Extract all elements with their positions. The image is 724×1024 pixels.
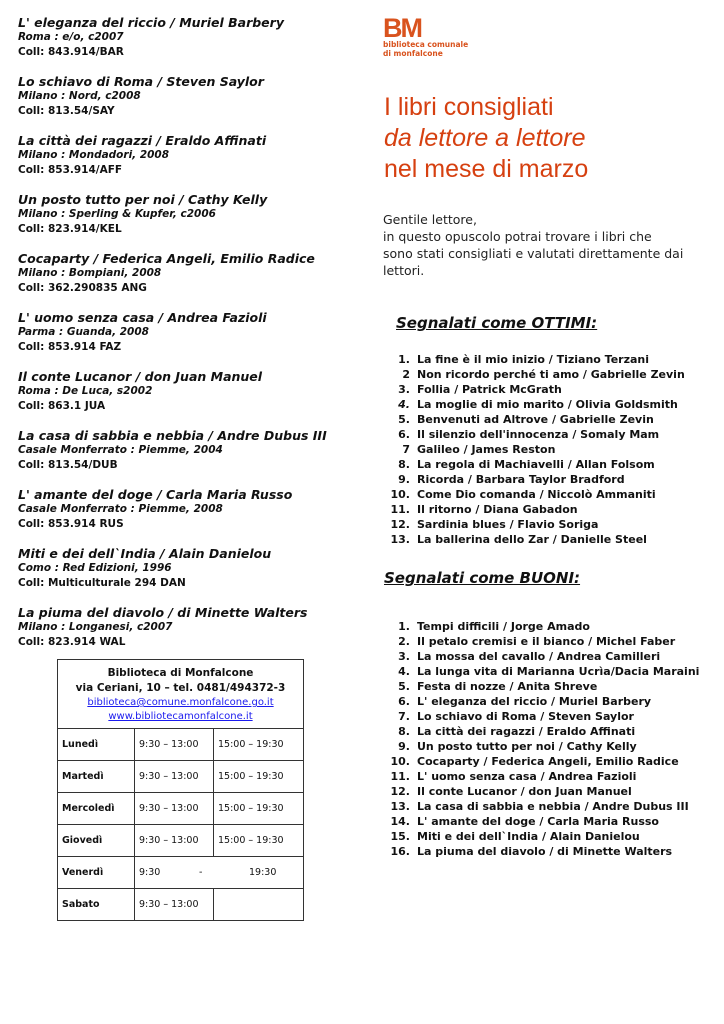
item-text: La fine è il mio inizio / Tiziano Terzani — [417, 353, 650, 366]
library-website-link[interactable]: www.bibliotecamonfalcone.it — [108, 711, 253, 722]
book-publisher: Parma : Guanda, 2008 — [18, 326, 149, 338]
hours-row — [58, 793, 303, 825]
item-text: Il ritorno / Diana Gabadon — [417, 503, 578, 516]
item-number: 9. — [398, 473, 410, 486]
list-item — [388, 397, 685, 412]
list-item — [388, 532, 685, 547]
book-title: L' amante del doge / Carla Maria Russo — [18, 487, 293, 502]
book-entry — [18, 546, 338, 591]
book-catalog — [18, 15, 338, 664]
book-entry — [18, 192, 338, 237]
page-title — [384, 92, 588, 185]
book-entry — [18, 369, 338, 414]
logo-text-line1: biblioteca comunale — [383, 40, 469, 49]
list-item — [388, 457, 685, 472]
book-publisher: Como : Red Edizioni, 1996 — [18, 562, 172, 574]
book-title: Il conte Lucanor / don Juan Manuel — [18, 369, 263, 384]
list-item — [388, 784, 699, 799]
item-number: 2. — [398, 635, 410, 648]
item-number: 3. — [398, 650, 410, 663]
book-title: La città dei ragazzi / Eraldo Affinati — [18, 133, 267, 148]
list-item — [388, 502, 685, 517]
item-number: 7. — [398, 710, 410, 723]
item-text: Galileo / James Reston — [417, 443, 556, 456]
book-publisher: Casale Monferrato : Piemme, 2004 — [18, 444, 223, 456]
section-heading-buoni: Segnalati come BUONI: — [384, 569, 581, 587]
book-title: L' eleganza del riccio / Muriel Barbery — [18, 15, 284, 30]
logo-mark: BM — [383, 13, 421, 43]
library-address: via Ceriani, 10 – tel. 0481/494372-3 — [75, 682, 286, 694]
hours-morning: 9:30 – 13:00 — [135, 825, 214, 857]
hours-to: 19:30 — [249, 867, 277, 878]
book-collocation: Coll: 823.914/KEL — [18, 223, 122, 235]
hours-morning: 9:30 – 13:00 — [135, 889, 214, 921]
intro-line: in questo opuscolo potrai trovare i libri che — [383, 229, 652, 244]
item-number: 5. — [398, 413, 410, 426]
ottimi-list — [388, 352, 685, 547]
item-text: La mossa del cavallo / Andrea Camilleri — [417, 650, 661, 663]
title-line: da lettore a lettore — [384, 124, 586, 152]
book-entry — [18, 74, 338, 119]
hours-row — [58, 729, 303, 761]
book-entry — [18, 310, 338, 355]
list-item — [388, 829, 699, 844]
book-collocation: Coll: Multiculturale 294 DAN — [18, 577, 186, 589]
library-contact — [58, 660, 303, 729]
item-number: 1. — [398, 353, 410, 366]
book-title: Un posto tutto per noi / Cathy Kelly — [18, 192, 268, 207]
book-publisher: Milano : Longanesi, c2007 — [18, 621, 173, 633]
item-number: 8. — [398, 725, 410, 738]
hours-day: Lunedì — [58, 729, 135, 761]
item-text: Tempi difficili / Jorge Amado — [417, 620, 590, 633]
item-number: 13. — [390, 800, 410, 813]
hours-day: Mercoledì — [58, 793, 135, 825]
item-number: 7 — [402, 443, 410, 456]
item-text: Come Dio comanda / Niccolò Ammaniti — [417, 488, 656, 501]
book-publisher: Roma : De Luca, s2002 — [18, 385, 153, 397]
list-item — [388, 649, 699, 664]
list-item — [388, 472, 685, 487]
item-number: 1. — [398, 620, 410, 633]
list-item — [388, 352, 685, 367]
list-item — [388, 724, 699, 739]
item-text: Lo schiavo di Roma / Steven Saylor — [417, 710, 634, 723]
item-number: 13. — [390, 533, 410, 546]
item-text: L' uomo senza casa / Andrea Fazioli — [417, 770, 637, 783]
book-collocation: Coll: 813.54/DUB — [18, 459, 118, 471]
list-item — [388, 739, 699, 754]
section-heading-ottimi: Segnalati come OTTIMI: — [396, 314, 598, 332]
intro-line: lettori. — [383, 263, 425, 278]
library-name: Biblioteca di Monfalcone — [107, 667, 254, 679]
list-item — [388, 799, 699, 814]
hours-morning: 9:30 – 13:00 — [135, 761, 214, 793]
hours-afternoon: 15:00 – 19:30 — [218, 739, 284, 750]
item-text: Miti e dei dell`India / Alain Danielou — [417, 830, 640, 843]
item-text: Il conte Lucanor / don Juan Manuel — [417, 785, 632, 798]
book-publisher: Milano : Mondadori, 2008 — [18, 149, 170, 161]
item-number: 12. — [390, 785, 410, 798]
hours-row — [58, 761, 303, 793]
book-title: Miti e dei dell`India / Alain Danielou — [18, 546, 272, 561]
list-item — [388, 382, 685, 397]
item-text: Ricorda / Barbara Taylor Bradford — [417, 473, 625, 486]
book-publisher: Roma : e/o, c2007 — [18, 31, 124, 43]
book-title: La casa di sabbia e nebbia / Andre Dubus III — [18, 428, 327, 443]
item-number: 3. — [398, 383, 410, 396]
hours-afternoon: 15:00 – 19:30 — [214, 793, 304, 825]
item-number: 8. — [398, 458, 410, 471]
book-collocation: Coll: 813.54/SAY — [18, 105, 115, 117]
item-number: 4. — [398, 665, 410, 678]
list-item — [388, 427, 685, 442]
item-number: 10. — [390, 488, 410, 501]
hours-afternoon — [214, 889, 304, 921]
item-number: 15. — [390, 830, 410, 843]
hours-day: Venerdì — [58, 857, 135, 889]
book-collocation: Coll: 853.914 RUS — [18, 518, 124, 530]
intro-paragraph — [383, 211, 703, 279]
list-item — [388, 769, 699, 784]
hours-morning: 9:30 – 13:00 — [135, 729, 214, 761]
item-text: La casa di sabbia e nebbia / Andre Dubus III — [417, 800, 689, 813]
list-item — [388, 412, 685, 427]
library-email-link[interactable]: biblioteca@comune.monfalcone.go.it — [87, 697, 274, 708]
hours-afternoon: 15:00 – 19:30 — [214, 761, 304, 793]
item-number: 9. — [398, 740, 410, 753]
item-number: 14. — [390, 815, 410, 828]
hours-row — [58, 857, 303, 889]
book-publisher: Milano : Bompiani, 2008 — [18, 267, 162, 279]
hours-separator: - — [199, 867, 203, 878]
book-collocation: Coll: 362.290835 ANG — [18, 282, 147, 294]
item-number: 6. — [398, 695, 410, 708]
list-item — [388, 694, 699, 709]
item-number: 11. — [390, 770, 410, 783]
item-text: La moglie di mio marito / Olivia Goldsmith — [417, 398, 678, 411]
book-title: La piuma del diavolo / di Minette Walters — [18, 605, 308, 620]
list-item — [388, 442, 685, 457]
item-number: 5. — [398, 680, 410, 693]
library-info-box — [57, 659, 304, 921]
book-publisher: Milano : Sperling & Kupfer, c2006 — [18, 208, 216, 220]
list-item — [388, 814, 699, 829]
item-text: La lunga vita di Marianna Ucrìa/Dacia Maraini — [417, 665, 700, 678]
item-text: La ballerina dello Zar / Danielle Steel — [417, 533, 647, 546]
item-text: Cocaparty / Federica Angeli, Emilio Radice — [417, 755, 679, 768]
list-item — [388, 754, 699, 769]
item-text: La regola di Machiavelli / Allan Folsom — [417, 458, 655, 471]
title-line: nel mese di marzo — [384, 155, 589, 183]
book-collocation: Coll: 853.914 FAZ — [18, 341, 122, 353]
book-entry — [18, 15, 338, 60]
book-collocation: Coll: 843.914/BAR — [18, 46, 124, 58]
intro-line: Gentile lettore, — [383, 212, 477, 227]
library-logo — [383, 13, 469, 58]
item-text: L' eleganza del riccio / Muriel Barbery — [417, 695, 652, 708]
hours-day: Martedì — [58, 761, 135, 793]
item-text: Festa di nozze / Anita Shreve — [417, 680, 598, 693]
buoni-list — [388, 619, 699, 859]
item-text: Un posto tutto per noi / Cathy Kelly — [417, 740, 637, 753]
item-number: 4. — [398, 398, 410, 411]
list-item — [388, 517, 685, 532]
book-entry — [18, 251, 338, 296]
hours-row — [58, 889, 303, 921]
book-collocation: Coll: 863.1 JUA — [18, 400, 106, 412]
book-entry — [18, 133, 338, 178]
book-title: L' uomo senza casa / Andrea Fazioli — [18, 310, 267, 325]
hours-afternoon: 15:00 – 19:30 — [214, 825, 304, 857]
item-number: 2 — [402, 368, 410, 381]
list-item — [388, 844, 699, 859]
list-item — [388, 634, 699, 649]
book-entry — [18, 605, 338, 650]
opening-hours-table — [58, 729, 303, 920]
list-item — [388, 619, 699, 634]
item-number: 11. — [390, 503, 410, 516]
item-text: L' amante del doge / Carla Maria Russo — [417, 815, 659, 828]
item-text: La città dei ragazzi / Eraldo Affinati — [417, 725, 636, 738]
item-text: Non ricordo perché ti amo / Gabrielle Zevin — [417, 368, 685, 381]
book-title: Cocaparty / Federica Angeli, Emilio Radice — [18, 251, 315, 266]
intro-line: sono stati consigliati e valutati direttamente dai — [383, 246, 684, 261]
hours-continuous — [135, 857, 304, 889]
title-line: I libri consigliati — [384, 93, 554, 121]
list-item — [388, 367, 685, 382]
list-item — [388, 679, 699, 694]
list-item — [388, 487, 685, 502]
list-item — [388, 709, 699, 724]
hours-morning: 9:30 – 13:00 — [135, 793, 214, 825]
item-text: Sardinia blues / Flavio Soriga — [417, 518, 599, 531]
book-publisher: Casale Monferrato : Piemme, 2008 — [18, 503, 223, 515]
item-number: 12. — [390, 518, 410, 531]
item-text: Follia / Patrick McGrath — [417, 383, 562, 396]
book-title: Lo schiavo di Roma / Steven Saylor — [18, 74, 264, 89]
item-text: Il silenzio dell'innocenza / Somaly Mam — [417, 428, 660, 441]
item-number: 10. — [390, 755, 410, 768]
book-entry — [18, 428, 338, 473]
item-text: Il petalo cremisi e il bianco / Michel Faber — [417, 635, 676, 648]
list-item — [388, 664, 699, 679]
book-collocation: Coll: 853.914/AFF — [18, 164, 123, 176]
hours-row — [58, 825, 303, 857]
book-entry — [18, 487, 338, 532]
item-number: 6. — [398, 428, 410, 441]
item-number: 16. — [390, 845, 410, 858]
logo-text-line2: di monfalcone — [383, 49, 443, 58]
book-collocation: Coll: 823.914 WAL — [18, 636, 126, 648]
item-text: Benvenuti ad Altrove / Gabrielle Zevin — [417, 413, 654, 426]
book-publisher: Milano : Nord, c2008 — [18, 90, 141, 102]
item-text: La piuma del diavolo / di Minette Walters — [417, 845, 673, 858]
hours-from: 9:30 — [139, 867, 161, 878]
hours-day: Sabato — [58, 889, 135, 921]
hours-day: Giovedì — [58, 825, 135, 857]
